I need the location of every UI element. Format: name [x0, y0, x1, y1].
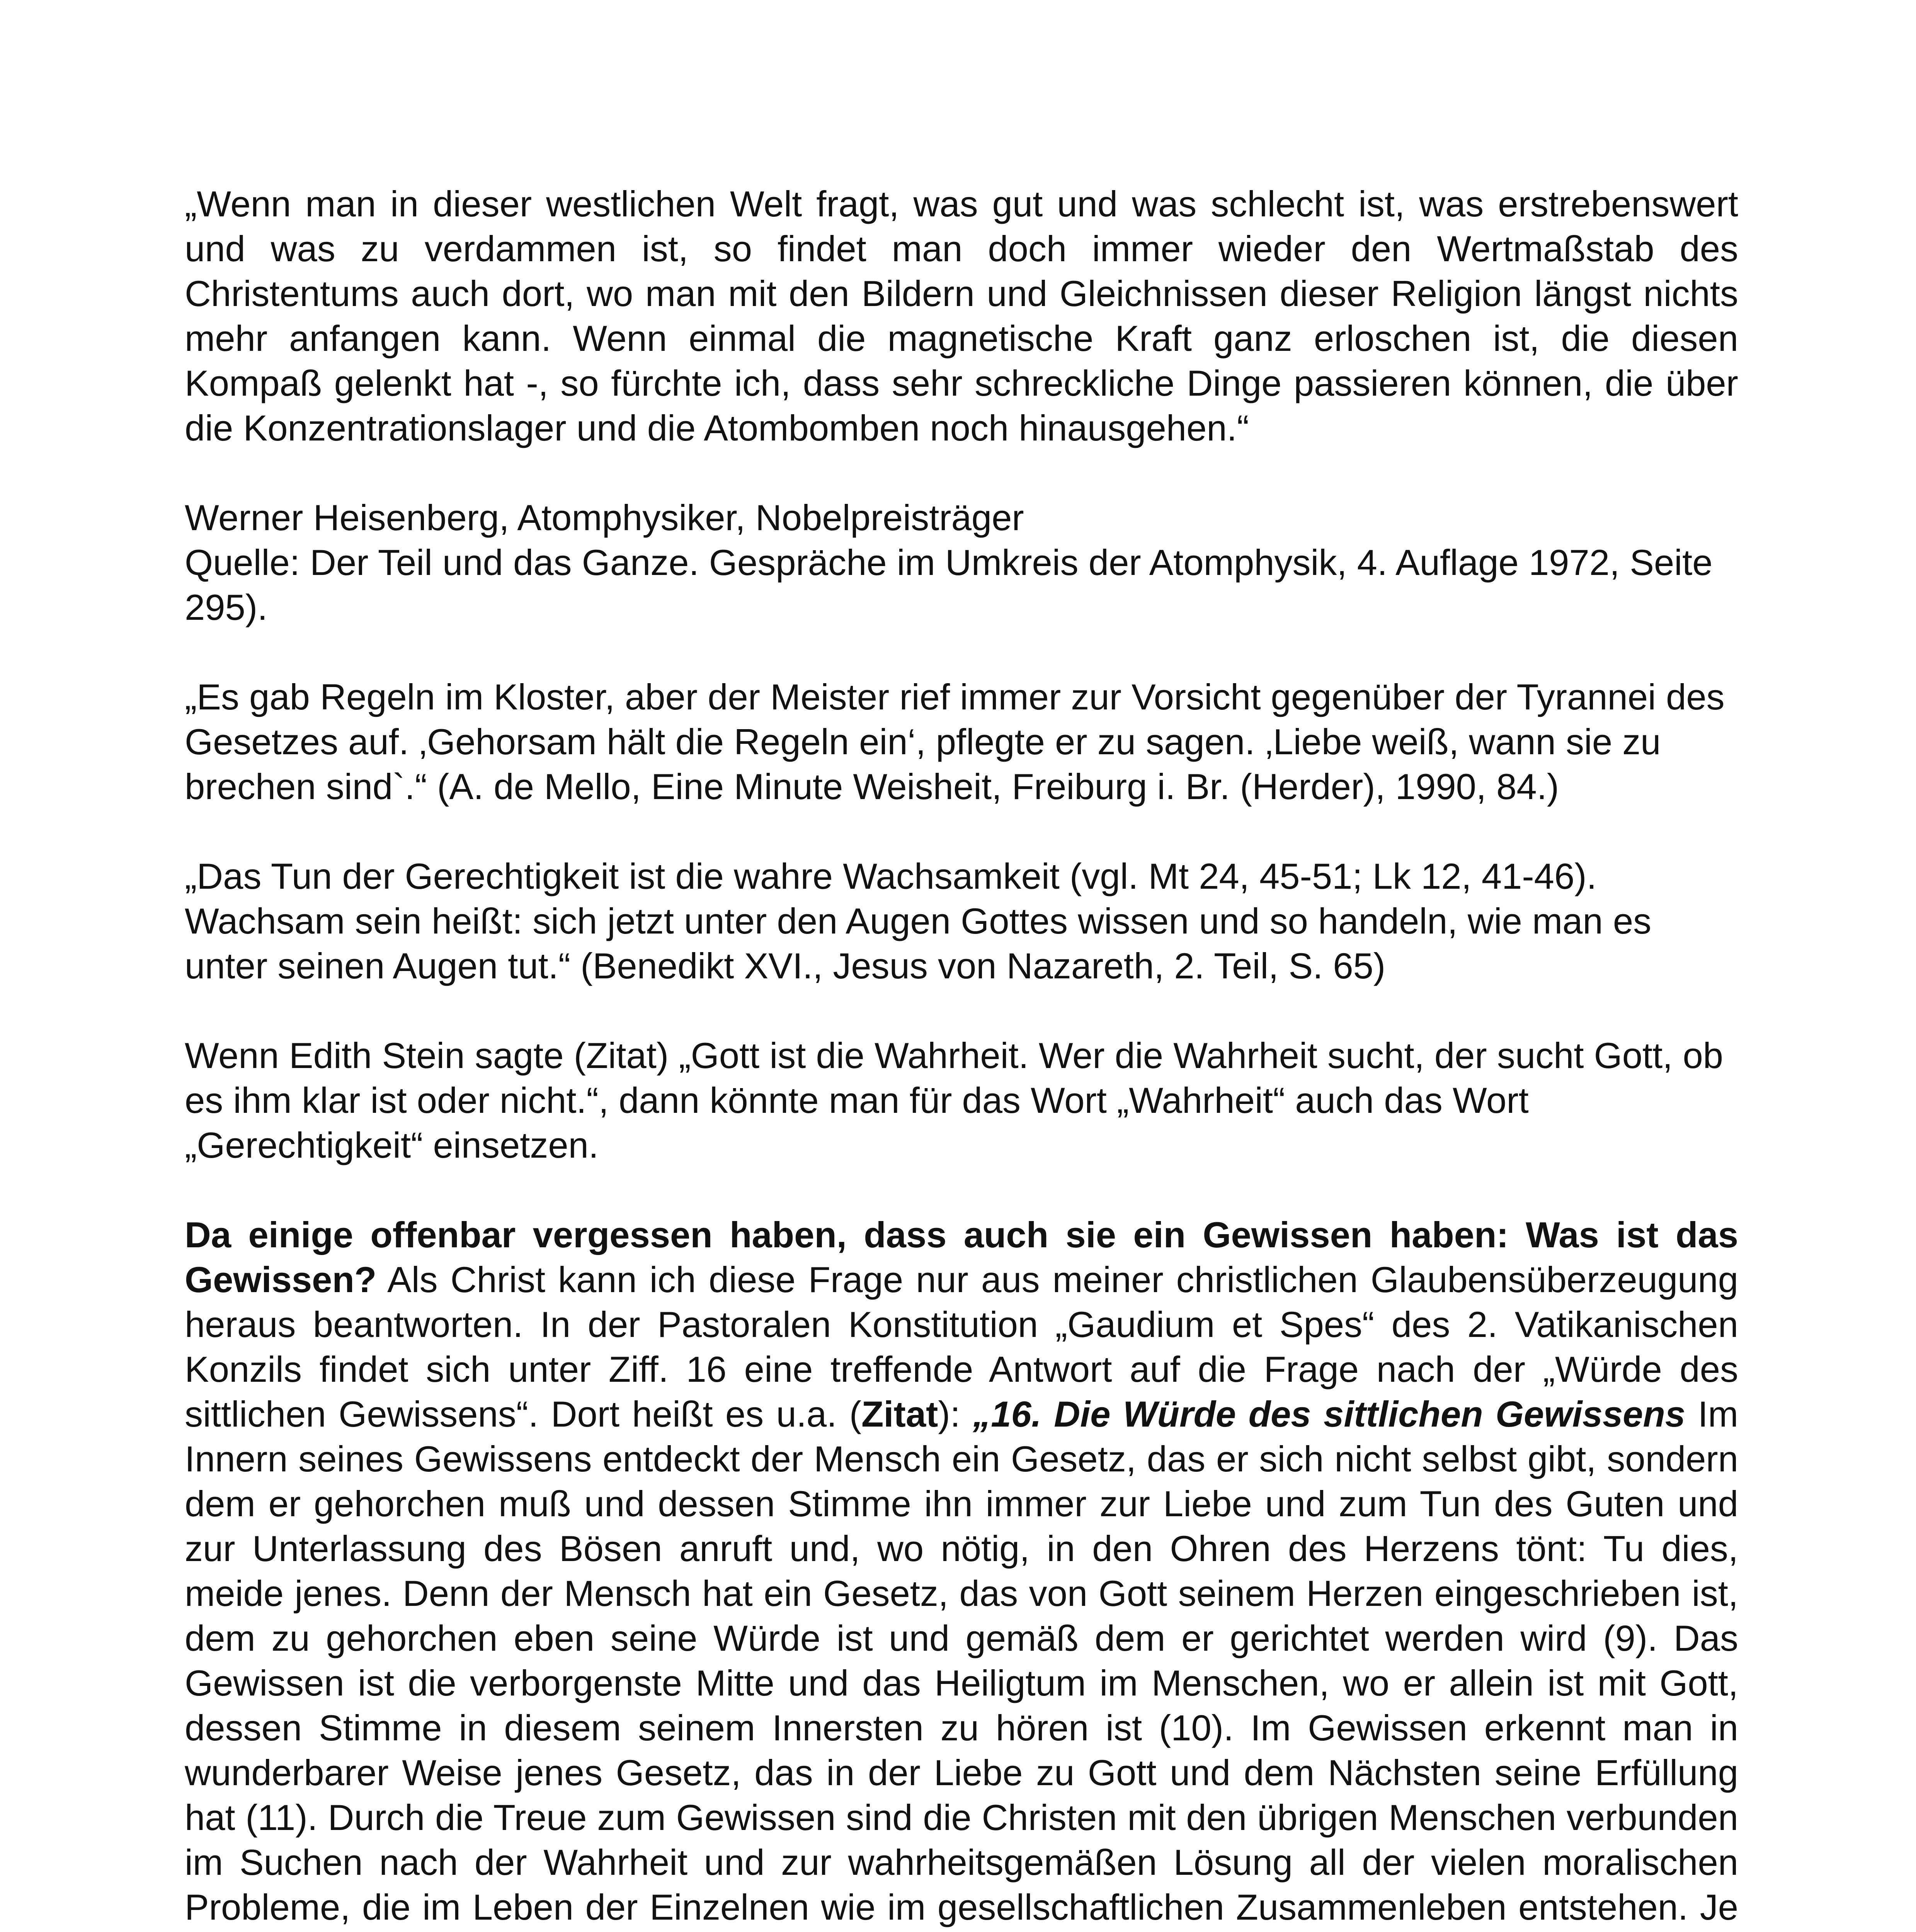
gewissen-intro: Als Christ kann ich diese Frage nur aus meiner christlichen Glaubensüberzeugung heraus beantworten. In der Pastoralen Konstitution „Gaudium et Spes“ des 2. Vatikanischen Konzils findet sich unter Ziff. 16 eine treffende Antwort auf die Frage nach der „Würde des sittlichen Gewissens“. Dort heißt es u.a. (: [185, 1259, 1738, 1434]
heisenberg-quote: „Wenn man in dieser westlichen Welt fragt, was gut und was schlecht ist, was erstrebenswert und was zu verdammen ist, so findet man doch immer wieder den Wertmaßstab des Christentums auch dort, wo man mit den Bildern und Gleichnissen dieser Religion längst nichts mehr anfangen kann. Wenn einmal die magnetische Kraft ganz erloschen ist, die diesen Kompaß gelenkt hat -, so fürchte ich, dass sehr schreckliche Dinge passieren können, die über die Konzentrationslager und die Atombomben noch hinausgehen.“: [185, 184, 1738, 448]
gewissen-paragraph: [185, 1213, 1738, 1932]
gewissen-question: Da einige offenbar vergessen haben, dass auch sie ein Gewissen haben: Was ist das Gewissen?: [185, 1214, 1738, 1300]
gewissen-body: Im Innern seines Gewissens entdeckt der Mensch ein Gesetz, das er sich nicht selbst gibt, sondern dem er gehorchen muß und dessen Stimme ihn immer zur Liebe und zum Tun des Guten und zur Unterlassung des Bösen anruft und, wo nötig, in den Ohren des Herzens tönt: Tu dies, meide jenes. Denn der Mensch hat ein Gesetz, das von Gott seinem Herzen eingeschrieben ist, dem zu gehorchen eben seine Würde ist und gemäß dem er gerichtet werden wird (9). Das Gewissen ist die verborgenste Mitte und das Heiligtum im Menschen, wo er allein ist mit Gott, dessen Stimme in diesem seinem Innersten zu hören ist (10). Im Gewissen erkennt man in wunderbarer Weise jenes Gesetz, das in der Liebe zu Gott und dem Nächsten seine Erfüllung hat (11). Durch die Treue zum Gewissen sind die Christen mit den übrigen Menschen verbunden im Suchen nach der Wahrheit und zur wahrheitsgemäßen Lösung all der vielen moralischen Probleme, die im Leben der Einzelnen wie im gesellschaftlichen Zusammenleben entstehen. Je: [185, 1394, 1738, 1927]
edith-stein-paragraph: Wenn Edith Stein sagte (Zitat) „Gott ist die Wahrheit. Wer die Wahrheit sucht, der sucht Gott, ob es ihm klar ist oder nicht.“, dann könnte man für das Wort „Wahrheit“ auch das Wort „Gerechtigkeit“ einsetzen.: [185, 1035, 1724, 1165]
page-content: [185, 182, 1738, 1932]
heisenberg-citation: [185, 495, 1738, 630]
benedikt-quote: „Das Tun der Gerechtigkeit ist die wahre Wachsamkeit (vgl. Mt 24, 45-51; Lk 12, 41-46). Wachsam sein heißt: sich jetzt unter den Augen Gottes wissen und so handeln, wie man es unter seinen Augen tut.“ (Benedikt XVI., Jesus von Nazareth, 2. Teil, S. 65): [185, 856, 1652, 986]
heisenberg-source: Quelle: Der Teil und das Ganze. Gespräche im Umkreis der Atomphysik, 4. Auflage 1972, Seite 295).: [185, 542, 1713, 628]
zitat-label: Zitat: [861, 1394, 938, 1434]
mello-quote: „Es gab Regeln im Kloster, aber der Meister rief immer zur Vorsicht gegenüber der Tyrannei des Gesetzes auf. ‚Gehorsam hält die Regeln ein‘, pflegte er zu sagen. ‚Liebe weiß, wann sie zu brechen sind`.“ (A. de Mello, Eine Minute Weisheit, Freiburg i. Br. (Herder), 1990, 84.): [185, 677, 1725, 807]
gewissen-intro-colon: ):: [938, 1394, 973, 1434]
heisenberg-attribution: Werner Heisenberg, Atomphysiker, Nobelpreisträger: [185, 497, 1024, 538]
section-heading: „16. Die Würde des sittlichen Gewissens: [973, 1394, 1686, 1434]
